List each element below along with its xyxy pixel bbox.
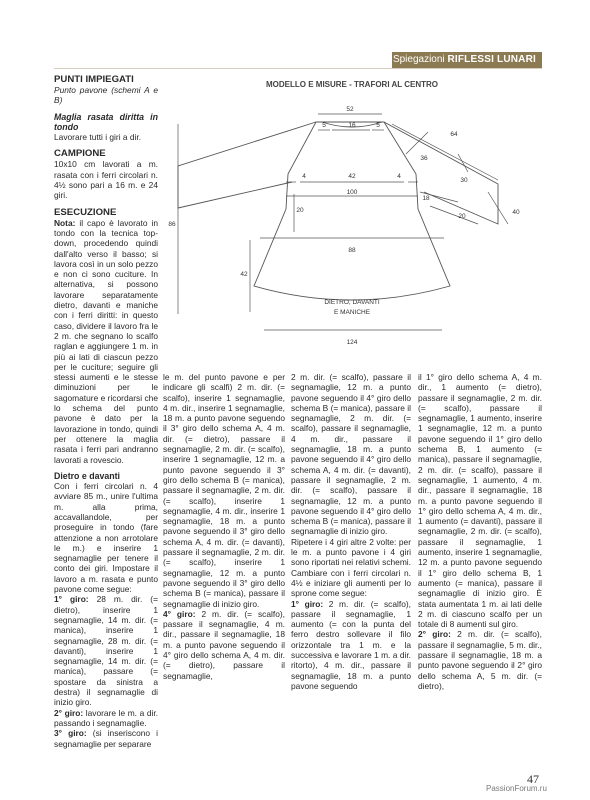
giro-1-text: 28 m. dir. (= dietro), inserire 1 segnamaglie, 14 m. dir. (= manica), inserire 1 segnamaglie, 28 m. dir. (= davanti), inserire 1 segnamaglie, 14 m. dir. (= manica), passare (= spostare da sinistra a destra) il segnamaglie di inizio giro. [54,594,158,708]
label-52: 52 [346,106,354,113]
label-20a: 20 [296,207,304,214]
label-86: 86 [168,221,176,228]
header-divider [54,68,542,69]
label-5b: 5 [376,122,380,129]
giro-2-label: 2° giro: [54,707,84,718]
giro-4-paragraph [163,609,285,681]
heading-maglia: Maglia rasata diritta in tondo [54,111,158,132]
section-header [392,52,542,68]
punto-pavone-text: Punto pavone (schemi A e B) [54,85,158,106]
heading-punti: PUNTI IMPIEGATI [54,74,134,85]
dietro-text: Con i ferri circolari n. 4 avviare 85 m., unire l'ultima m. alla prima, accavallandole, per proseguire in tondo (fare attenzione a non arrotolare le m.) e inserire 1 segnamaglie per tenere il conto dei giri. Impostare il lavoro a m. rasata e punto pavone come segue: [54,481,158,595]
watermark: PassionForum.ru [486,784,547,793]
column-1 [54,74,158,749]
giro-1-paragraph [54,594,158,707]
nota-paragraph [54,218,158,465]
giro-2-text: lavorare le m. a dir. passando i segnamaglie. [54,707,158,728]
giro-1-label: 1° giro: [54,594,89,605]
giro-3-text: (si inseriscono i segnamaglie per separare [54,728,158,749]
label-64: 64 [450,131,458,138]
giro-4-text: 2 m. dir. (= scalfo), passare il segnamaglie, 4 m. dir., passare il segnamaglie, 18 m. a punto pavone seguendo il 4° giro dello schema A, 4 m. dir. (= dietro), passare il segnamaglie, [163,608,285,681]
label-100: 100 [346,189,358,196]
nota-text: il capo è lavorato in tondo con la tecnica top-down, procedendo quindi dall'alto verso il basso; si lavora così in un solo pezzo e non ci sono cuciture. In alternativa, si possono lavorare separatamente dietro, davanti e maniche con i ferri diritti: in questo caso, dividere il lavoro fra le 2 m. che segnano lo scalfo raglan e aggiungere 1 m. in più ai lati di ciascun pezzo per le cuciture; seguire gli stessi aumenti e le stesse diminuzioni per le sagomature e ricordarsi che lo schema del punto pavone è dato per la lavorazione in tondo, quindi per ottenere la maglia rasata i ferri pari andranno lavorati a rovescio. [54,217,158,465]
maglia-text: Lavorare tutti i giri a dir. [54,132,142,143]
label-42: 42 [348,173,356,180]
column-3 [291,372,411,691]
garment-diagram [168,74,542,354]
heading-dietro: Dietro e davanti [54,470,120,481]
page-number: 47 [527,772,539,786]
col3-paragraph-2: Ripetere i 4 giri altre 2 volte: per le m. a punto pavone i 4 giri sono riportati nei relativi schemi. Cambiare con i ferri circolari n. 4½ e iniziare gli aumenti per lo sprone come segue: [291,536,411,599]
sprone-giro-1-paragraph [291,599,411,692]
label-124: 124 [346,339,358,346]
body-label-2: E MANICHE [333,309,371,316]
giro-2-paragraph [54,708,158,729]
label-36: 36 [420,155,428,162]
column-4 [418,372,542,691]
sprone-giro-2-paragraph [418,629,542,691]
campione-text: 10x10 cm lavorati a m. rasata con i ferri circolari n. 4½ sono pari a 16 m. e 24 giri. [54,159,158,201]
heading-esecuzione: ESECUZIONE [54,206,117,218]
giro-3-paragraph [54,728,158,749]
giro-4-label: 4° giro: [163,608,196,619]
label-42b: 42 [240,271,248,278]
label-4a: 4 [302,173,306,180]
column-2 [163,372,285,681]
col4-paragraph-1: il 1° giro dello schema A, 4 m. dir., 1 aumento (= dietro), passare il segnamaglie, 2 m. dir. (= scalfo), passare il segnamaglie, 1 aumento, inserire 1 segnamaglie, 12 m. a punto pavone seguendo il 1° giro dello schema B, 1 aumento (= manica), passare il segnamaglie, 2 m. dir. (= scalfo), passare il segnamaglie, 1 aumento, 4 m. dir., passare il segnamaglie, 18 m. a punto pavone seguendo il 1° giro dello schema A, 4 m. dir., 1 aumento (= davanti), passare il segnamaglie, 2 m. dir. (= scalfo), passare il segnamaglie, 1 aumento, inserire 1 segnamaglie, 12 m. a punto pavone seguendo il 1° giro dello schema B, 1 aumento (= manica), passare il segnamaglie di inizio giro. È stata aumentata 1 m. ai lati delle 2 m. di ciascuno scalfo per un totale di 8 aumenti sul giro. [418,372,542,630]
header-title: RIFLESSI LUNARI [447,54,536,65]
sprone-giro-1-text: 2 m. dir. (= scalfo), passare il segnamaglie, 1 aumento (= con la punta del ferro destro sollevare il filo orizzontale tra 1 m. e la successiva e lavorare 1 m. a dir. ritorto), 4 m. dir., passare il segnamaglie, 18 m. a punto pavone seguendo [291,598,411,691]
col2-paragraph-1: le m. del punto pavone e per indicare gli scalfi) 2 m. dir. (= scalfo), inserire 1 segnamaglie, 4 m. dir., inserire 1 segnamaglie, 18 m. a punto pavone seguendo il 3° giro dello schema A, 4 m. dir. (= dietro), passare il segnamaglie, 2 m. dir. (= scalfo), inserire 1 segnamaglie, 12 m. a punto pavone seguendo il 3° giro dello schema B (= manica), passare il segnamaglie, 2 m. dir. (= scalfo), inserire 1 segnamaglie, 4 m. dir., inserire 1 segnamaglie, 18 m. a punto pavone seguendo il 3° giro dello schema A, 4 m. dir. (= davanti), passare il segnamaglie, 2 m. dir. (= scalfo), inserire 1 segnamaglie, 12 m. a punto pavone seguendo il 3° giro dello schema B (= manica), passare il segnamaglie di inizio giro. [163,372,285,609]
label-18: 18 [422,195,430,202]
label-88: 88 [348,247,356,254]
sprone-giro-2-label: 2° giro: [418,629,451,640]
sprone-giro-2-text: 2 m. dir. (= scalfo), passare il segnamaglie, 5 m. dir., passare il segnamaglie, 18 m. a punto pavone seguendo il 2° giro dello schema A, 5 m. dir. (= dietro), [418,629,542,691]
label-30: 30 [460,177,468,184]
label-4b: 4 [397,173,401,180]
label-40: 40 [512,209,520,216]
sprone-giro-1-label: 1° giro: [291,598,324,609]
col3-paragraph-1: 2 m. dir. (= scalfo), passare il segnamaglie, 12 m. a punto pavone seguendo il 4° giro dello schema B (= manica), passare il segnamaglie, 2 m. dir. (= scalfo), passare il segnamaglie, 4 m. dir., passare il segnamaglie, 18 m. a punto pavone seguendo il 4° giro dello schema A, 4 m. dir. (= davanti), passare il segnamaglie, 2 m. dir. (= scalfo), passare il segnamaglie, 12 m. a punto pavone seguendo il 4° giro dello schema B (= manica), passare il segnamaglie di inizio giro. [291,372,411,537]
header-prefix: Spiegazioni [392,54,445,65]
heading-campione: CAMPIONE [54,148,106,160]
giro-3-label: 3° giro: [54,728,87,739]
label-16: 16 [348,122,356,129]
body-label-1: DIETRO, DAVANTI [324,299,380,306]
nota-label: Nota: [54,217,76,228]
label-20b: 20 [458,213,466,220]
diagram-title: MODELLO E MISURE - TRAFORI AL CENTRO [266,80,438,89]
label-5a: 5 [322,122,326,129]
